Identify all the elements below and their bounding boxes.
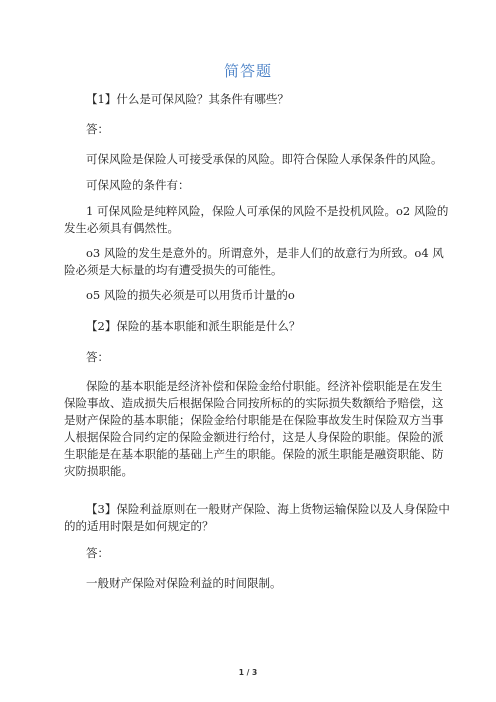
question-3: 【3】保险利益原则在一般财产保险、海上货物运输保险以及人身保险中的的适用时限是如何规定的？ xyxy=(64,502,450,533)
answer-1-paragraph-3: 1 可保风险是纯粹风险，保险人可承保的风险不是投机风险。o2 风险的发生必须具有偶然性。 xyxy=(64,204,449,235)
question-1: 【1】什么是可保风险？其条件有哪些？ xyxy=(86,92,289,106)
answer-3-label: 答： xyxy=(86,546,109,560)
page-number: 1 / 3 xyxy=(238,668,258,677)
answer-1-paragraph-2: 可保风险的条件有： xyxy=(86,178,190,192)
answer-2-label: 答： xyxy=(86,350,109,364)
answer-1-paragraph-4: o3 风险的发生是意外的。所谓意外，是非人们的故意行为所致。o4 风险必须是大标量的均有遭受损失的可能性。 xyxy=(64,246,444,277)
question-2: 【2】保险的基本职能和派生职能是什么？ xyxy=(86,319,301,333)
answer-1-paragraph-1: 可保风险是保险人可接受承保的风险。即符合保险人承保条件的风险。 xyxy=(86,152,443,166)
answer-3-paragraph-1: 一般财产保险对保险利益的时间限制。 xyxy=(86,576,282,590)
answer-1-label: 答： xyxy=(86,122,109,136)
answer-1-paragraph-5: o5 风险的损失必须是可以用货币计量的o xyxy=(86,288,295,302)
page-title: 简答题 xyxy=(223,62,272,80)
answer-2-paragraph-1: 保险的基本职能是经济补偿和保险金给付职能。经济补偿职能是在发生保险事故、造成损失后根据保险合同按所标的的实际损失数额给予赔偿，这是财产保险的基本职能；保险金给付职能是在保险事故发生时保险双方当事人根据保险合同约定的保险金额进行给付，这是人身保险的职能。保险的派生职能是在基本职能的基础上产生的职能。保险的派生职能是融资职能、防灾防损职能。 xyxy=(64,379,444,478)
